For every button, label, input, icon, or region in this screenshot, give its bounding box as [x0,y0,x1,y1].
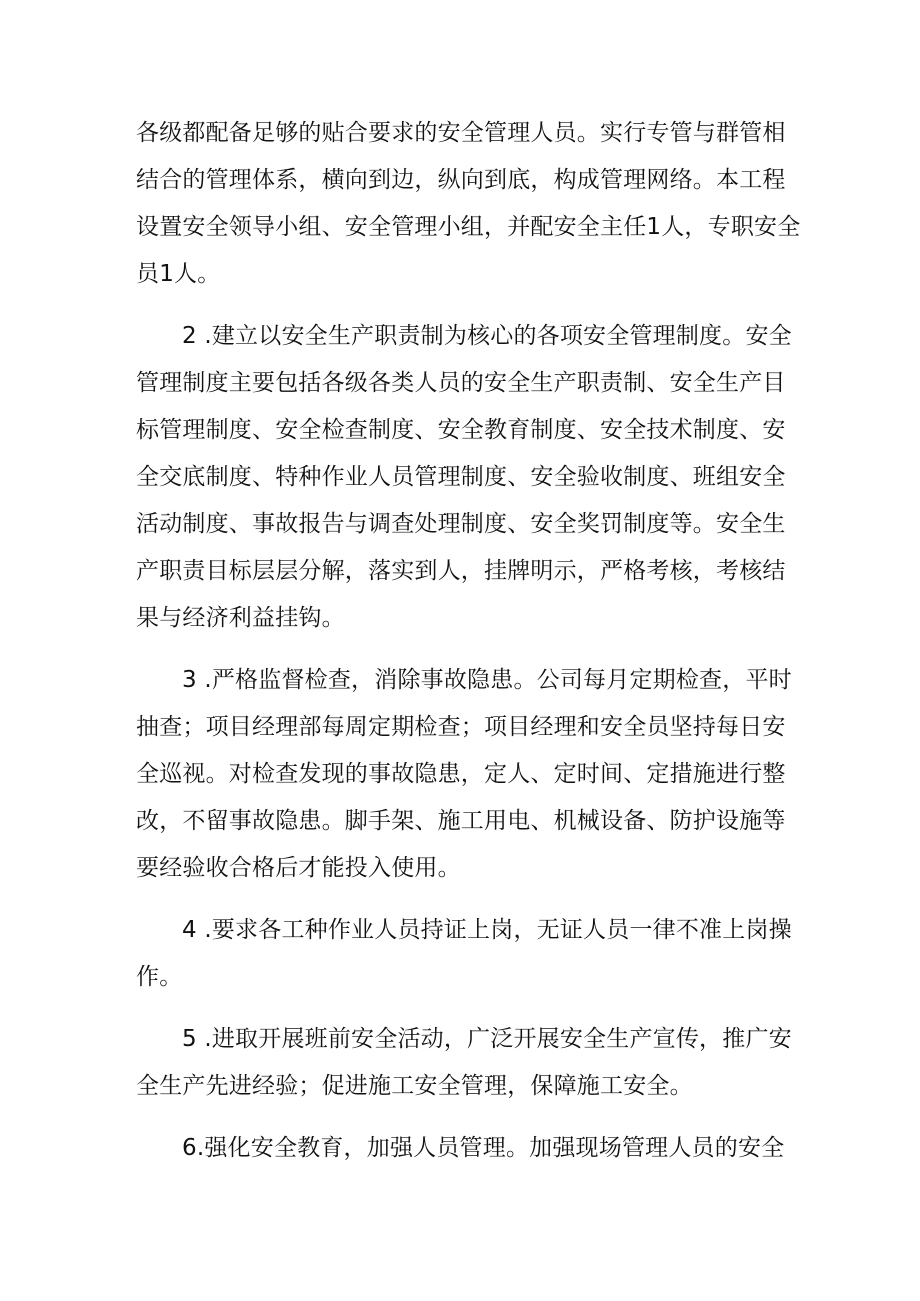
paragraph-4 [136,907,796,1001]
text-line: 全巡视。对检查发现的事故隐患，定人、定时间、定措施进行整 [136,761,786,787]
text-line: 员1人。 [136,261,221,287]
paragraph-gap [136,1110,796,1125]
text-line: 6.强化安全教育，加强人员管理。加强现场管理人员的安全 [182,1135,785,1161]
text-line: 4 .要求各工种作业人员持证上岗，无证人员一律不准上岗操 [182,917,792,943]
text-line: 要经验收合格后才能投入使用。 [136,855,461,881]
paragraph-3 [136,657,796,892]
text-line: 全生产先进经验；促进施工安全管理，保障施工安全。 [136,1073,693,1099]
paragraph-1 [136,110,801,298]
text-line: 改，不留事故隐患。脚手架、施工用电、机械设备、防护设施等 [136,808,786,834]
paragraph-gap [136,642,796,657]
text-line: 2 .建立以安全生产职责制为核心的各项安全管理制度。安全 [182,323,792,349]
paragraph-gap [136,1001,796,1016]
text-line: 抽查；项目经理部每周定期检查；项目经理和安全员坚持每日安 [136,714,786,740]
text-line: 果与经济利益挂钩。 [136,605,345,631]
text-line: 产职责目标层层分解，落实到人，挂牌明示，严格考核，考核结 [136,558,786,584]
text-line: 设置安全领导小组、安全管理小组，并配安全主任1人，专职安全 [136,214,801,240]
text-line: 标管理制度、安全检查制度、安全教育制度、安全技术制度、安 [136,417,786,443]
text-line: 全交底制度、特种作业人员管理制度、安全验收制度、班组安全 [136,464,786,490]
paragraph-6 [136,1125,796,1172]
text-line: 各级都配备足够的贴合要求的安全管理人员。实行专管与群管相 [136,120,786,146]
paragraph-2 [136,313,796,642]
paragraph-gap [136,298,796,313]
paragraph-gap [136,892,796,907]
text-line: 作。 [136,964,183,990]
text-line: 结合的管理体系，横向到边，纵向到底，构成管理网络。本工程 [136,167,786,193]
text-line: 活动制度、事故报告与调查处理制度、安全奖罚制度等。安全生 [136,511,786,537]
text-line: 3 .严格监督检查，消除事故隐患。公司每月定期检查，平时 [182,667,792,693]
document-body [136,110,801,1172]
paragraph-5 [136,1016,796,1110]
text-line: 管理制度主要包括各级各类人员的安全生产职责制、安全生产目 [136,370,786,396]
text-line: 5 .进取开展班前安全活动，广泛开展安全生产宣传，推广安 [182,1026,792,1052]
